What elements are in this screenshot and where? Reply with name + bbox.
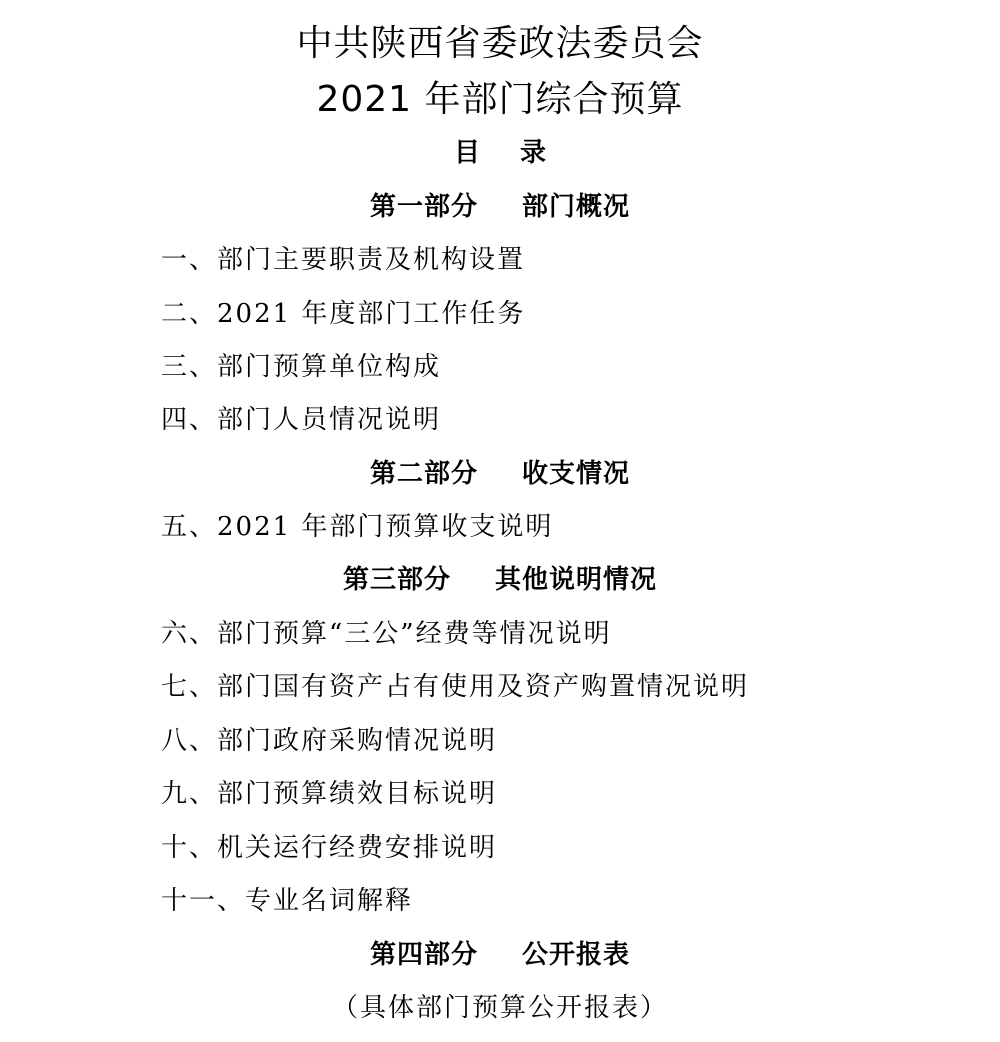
- toc-item-10: 十、机关运行经费安排说明: [161, 833, 498, 863]
- part-3-label: 第三部分: [342, 565, 451, 595]
- document-title-line1: 中共陕西省委政法委员会: [296, 23, 704, 64]
- part-4-name: 公开报表: [522, 940, 631, 970]
- part-2-name: 收支情况: [522, 459, 631, 489]
- toc-item-9: 九、部门预算绩效目标说明: [161, 779, 498, 809]
- toc-heading-right: 录: [520, 138, 547, 168]
- part-2-label: 第二部分: [369, 459, 478, 489]
- toc-heading-left: 目: [453, 138, 480, 168]
- part-3-heading: [0, 562, 1000, 598]
- toc-item-1: 一、部门主要职责及机构设置: [161, 245, 526, 275]
- part-4-label: 第四部分: [369, 940, 478, 970]
- part-4-heading: [0, 937, 1000, 973]
- toc-item-4: 四、部门人员情况说明: [161, 405, 442, 435]
- toc-heading: [0, 135, 1000, 171]
- toc-item-8: 八、部门政府采购情况说明: [161, 726, 498, 756]
- toc-item-5: 五、2021 年部门预算收支说明: [161, 512, 554, 542]
- toc-item-3: 三、部门预算单位构成: [161, 352, 442, 382]
- document-title-line2: 2021 年部门综合预算: [316, 79, 684, 120]
- part-1-heading: [0, 189, 1000, 225]
- toc-item-6: 六、部门预算“三公”经费等情况说明: [161, 619, 612, 649]
- toc-item-2: 二、2021 年度部门工作任务: [161, 299, 526, 329]
- part-1-name: 部门概况: [522, 192, 631, 222]
- toc-item-7: 七、部门国有资产占有使用及资产购置情况说明: [161, 672, 750, 702]
- part-2-heading: [0, 456, 1000, 492]
- part-1-label: 第一部分: [369, 192, 478, 222]
- final-note: （具体部门预算公开报表）: [331, 993, 668, 1023]
- toc-item-11: 十一、专业名词解释: [161, 886, 414, 916]
- part-3-name: 其他说明情况: [495, 565, 658, 595]
